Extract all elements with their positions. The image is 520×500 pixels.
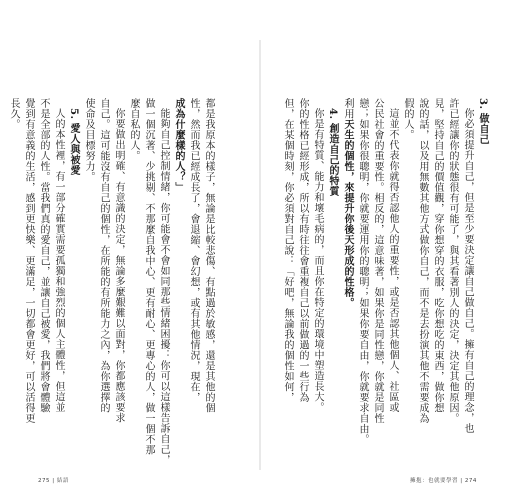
body-text: 利用: [342, 98, 353, 119]
body-column: 性，然而我已經成長了，會退縮、會幻想，或有其他情況，現在，: [188, 98, 199, 403]
left-page-text: [8, 98, 216, 465]
emphasis-text: 天生的個性，來提升你後天形成的性格。: [342, 119, 353, 308]
body-column: 都是我原本的樣子，無論是比較悲傷、有點過於敏感，還是其他的個: [203, 98, 214, 413]
body-column: 人的本性裡，有一部分確實需要孤獨和強烈的個人主體性，但這並: [53, 108, 64, 413]
body-column: 做一個沉著、少挑剔、不那麼自我中心、更有耐心、更專心的人，做一個不那: [143, 98, 154, 455]
page-number-footer: 275 | 結語: [38, 478, 69, 484]
body-column: 公民社會的重要性。相反的，這意味著，如果你是同性戀，你就是同性: [372, 98, 383, 424]
body-column: 不是全部的人性。當我們真的愛自己，並讓自己被愛，我們將會體驗: [38, 98, 49, 413]
body-column: 見，堅持自己的價值觀，穿你想穿的衣服，吃你想吃的東西，做你想: [432, 98, 443, 413]
body-column: 你要做出明確、有意識的決定，無論多麼艱難以面對，你都應該要求: [113, 108, 124, 423]
section-heading: 5. 愛人與被愛: [68, 108, 79, 176]
body-column: 使命及目標努力。: [83, 98, 94, 182]
body-column: 成為什麼樣的人？」: [173, 98, 184, 193]
body-column: 假的人。: [402, 98, 413, 140]
body-column: 這並不代表你就得否認他人的重要性，或是否認其他個人、社區或: [387, 108, 398, 413]
body-column: [340, 98, 355, 413]
body-column: 你的性格已經形成，所以有時往往會重複自己以前做過的一些行為: [297, 98, 308, 403]
body-column: 覺到有意義的生活，感到更快樂、更滿足，一切都會更好，可以活得更: [23, 98, 34, 424]
body-column: 但，在某個時刻，你必須對自己說：「好吧，無論我的個性如何，: [282, 98, 293, 403]
section-heading: 3. 做自己: [477, 98, 488, 145]
body-column: 自己。這可能沒有自己的個性，在所能的有所能力之內，為你選擇的: [98, 98, 109, 413]
body-column: 麼自私的人。: [128, 98, 139, 161]
body-column: 戀；如果你很聰明，你就要運用你的聰明；如果你要自由，你就要求自由。: [357, 98, 368, 445]
body-column: 說的話，以及用無數其他方式做你自己，而不是去扮演其他不需要成為: [417, 98, 428, 424]
body-column: 長久。: [8, 98, 19, 130]
right-page-text: [282, 98, 490, 445]
body-column: 能夠自己控制情緒，你可能會不會如同那些情緒困擾：你可以這樣告訴自己，: [158, 108, 169, 465]
page-number-footer: 擁抱：也就要學習 | 274: [410, 478, 477, 484]
section-heading: 4. 創造自己的特質: [327, 108, 338, 197]
body-column: 你是有特質、能力和壞毛病的，而且你在特定的環境中塑造長大。: [312, 108, 323, 413]
right-page: [260, 0, 520, 500]
body-column: 你必須提升自己，但是至少要決定讓自己做自己。擁有自己的理念，也: [462, 108, 473, 434]
body-column: 許已經讓你的狀態很有可能了，與其看著別人的決定，決定其他原因。: [447, 98, 458, 424]
